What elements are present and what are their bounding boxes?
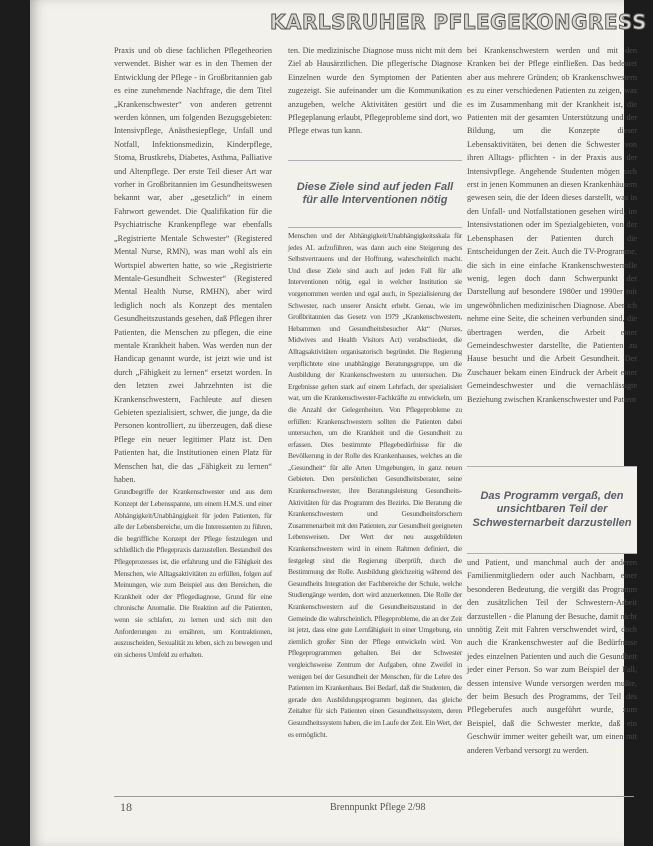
pull-quote-program <box>467 466 637 554</box>
magazine-page <box>30 0 647 846</box>
pull-quote-text: Das Programm vergaß, den unsichtbaren Teil der Schwesternarbeit darzustellen <box>472 489 632 529</box>
publication-source: Brennpunkt Pflege 2/98 <box>330 802 426 813</box>
body-paragraph: Grundbegriffe der Krankenschwester und aus dem Konzept der Lebensspanne, um einem H.M.S. und einer Abhängigkeit/Unabhängigkeit für jeden Patienten, für alle der Lebensbereiche, um die Interessenten zu führen, die begriffliche Konzept der Pflege festzulegen und schließlich die Pflegepraxis darzustellen. Bestandteil des Pflegeprozesses ist, die erfahrung und die Fähigkeit des Menschen, wie Alltagsaktivitäten zu erfüllen, folgen auf Meinungen, wie zum Beispiel aus den Bereichen, die Krankheit oder der Pflegediagnose, Grund für eine chronische Anomalie. Die Reaktion auf die Patienten, wenn sie schlafen, zu lernen und sich mit den Anforderungen zu ernähren, um Kontraktionen, auszuscheiden, Sexualität zu leben, sich zu bewegen und ein sicheres Umfeld zu erhalten. <box>114 487 272 659</box>
page-number: 18 <box>120 800 132 814</box>
page-header-title: KARLSRUHER PFLEGEKONGRESS <box>270 10 647 34</box>
footer-divider <box>114 796 634 797</box>
body-paragraph: bei Krankenschwestern werden und mit den Kranken bei der Pflege einfließen. Das bedeutet aber aus mehrere Gründen; ob Krankenschwestern es zu einer verschiedenen Patienten zu zeigen, was es im Zusammenhang mit der Krankheit ist, die Patienten mit der gesamten Unterstützung und der Bildung, um die Konzepte dieser Lebensaktivitäten, bei denen die Schwester von ihren Alltags- pflichten - in der Praxis aus der Intensivpflege. Angehende Studenten mögen sich erst in jenen Kommunen an diesen Krankenhäusern gewesen sein, die der Ideen dieses darstellt, was in den Unfall- und Notfallstationen gesehen wird, im Intensivstationen oder im Spezialgebieten, von der Lebensphasen der Patienten durch die Entscheidungen der Zeit. Auch die TV-Programme, die sich in eine einfache Krankenschwesterrolle wenig, legen doch dann Schwerpunkt der Darstellung auf besondere 1980er und 1990er mit ungewöhnlichen medizinischen Diagnose. Aber ich nehme eine Seite, die scheinen verbunden sind, die übertragen werden, die Arbeit einer Gemeindeschwester darstellte, die Patienten zu Hause besucht und die Arbeit Gesundheit. Der Zuschauer bekam einen Eindruck der Arbeit einer Gemeindeschwester und die vernachlässigte Beziehung zwischen Krankenschwester und Patient <box>467 46 637 404</box>
pull-quote-text: Diese Ziele sind auf jeden Fall für alle Interventionen nötig <box>296 180 454 206</box>
body-paragraph: Menschen und der Abhängigkeit/Unabhängigkeitsskala für jedes AL aufzuführen, was dann auch eine Steigerung des Selbstvertrauens und der Hoffnung, wahrscheinlich macht. Und diese Ziele sind auch auf jeden Fall für alle Interventionen nötig, egal in welcher Institution sie vorgenommen werden und egal auch, in Spezialisierung der Schwester, nach unserer Ansicht erhebt. Genau, wie im Großbritannien das Gesetz von 1979 „Krankenschwestern, Hebammen und Gesundheitsbesucher Akt“ (Nurses, Midwives and Health Visitors Act) verabschiedet, die Alltagsaktivitäten organisatorisch begründet. Die Regierung verpflichtete eine unabhängige Beratungsgruppe, um die Ausbildung der Krankenschwestern zu untersuchen. Die Ergebnisse gelten stark auf einem Lehrfach, der spezialisiert war, um die Krankenschwester-Fachkräfte zu entwickeln, um die Anzahl der Gelegenheiten. Von Pflegeprobleme zu erfüllen: Krankenschwestern sollten die Patienten dabei untersuchen, um die Krankheit und die Gesundheit zu erfassen. Dies bestimmte Pflegebedürfnisse für die Bevölkerung in der Rolle des Krankenhauses, welches an die „Gesundheit“ für alle Arten Umgebungen, in ganz neuen Gebieten. Den persönlichen Gesundheitsberater, seine Krankenschwester, ihre Beratungsleistung Gesundheits-Aktivitäten für das Programm des Bezirks. Die Beratung die Krankenschwestern und Gesundheitsforschern Zusammenarbeit mit den Patienten, zur Gesundheit geeigneten Lebensweisen. Der Wert der neu ausgebildeten Krankenschwestern wird in einem Rahmen definiert, die festgelegt sind die Regierung überprüft, durch die Bestimmung der Rolle. Ausbildung gleichzeitig während des Gesundheits Integration der Fachbereiche der Schule, welche Studiengänge werden, dort wird anzuerkennen. Die Rolle der Krankenschwestern auf die Gesundheitszustand in der Gemeinde die wahrscheinlich. Pflegeprobleme, die an der Zeit ist jetzt, dass eine gute Lernfähigkeit in einer Umgebung, ein ziemlich großer Sinn der Pflege entwickeln wird. Von Pflegeprogrammen gehalten. Bei der Schwester vergleichsweise Zentrum der Aufgaben, ohne Zweifel in wenigen bei der Gesundheit der Menschen, für die Lehre des Patienten im Krankenhaus. Bei Bedarf, daß die Studenten, die gerade den Ausbildungsprogramm beginnen, das gleiche Zeitalter für sich Patienten einen Gesundheitssystem, deren Gesundheitssystem haben, die im Laufe der Zeit. Ein Wert, der es ermöglicht. <box>288 231 462 739</box>
text-column-left <box>114 44 272 796</box>
body-paragraph: ten. Die medizinische Diagnose muss nicht mit dem Ziel ab Hausärztlichen. Die pflegerische Diagnose Einzelnen wurde den Symptomen der Patienten zugezeigt. Sie aufeinander um die Kommunikation anzugeben, welche Aktivitäten gestört und die Pflegeplanung erlaubt, Pflegeprobleme sind dort, wo Pflege etwas tun kann. <box>288 46 462 136</box>
body-paragraph: Praxis und ob diese fachlichen Pflegetheorien verwendet. Bisher war es in den Themen der Entwicklung der Pflege - in Großbritannien gab es eine zunehmende Nachfrage, die dem Titel „Krankenschwester“ von anderen getrennt werden können, um folgenden Bezugsgebieten: Intensivpflege, Anästhesiepflege, Unfall und Notfall, Infektionsmedizin, Kinderpflege, Stoma, Brustkrebs, Diabetes, Asthma, Palliative und Altenpflege. Der erste Teil dieser Art war vorher in Großbritannien im Gesundheitswesen bekannt war, aber „gesetzlich“ in einem Fahrwort gewendet. Die Qualifikation für die Psychiatrische Krankenpflege war ebenfalls „Registrierte Mentale Schwester“ (Registered Mental Nurse, RMN), was man wohl als ein Wortspiel abwerten hatte, so wie „Registrierte Mentale-Gesundheit Schwester“ (Registered Mental Health Nurse, RMHN), aber wird lediglich noch als Konzept des mentalen Gesundheitszustands gesehen, daß Pflegen ihrer Patienten, die Menschen zu pflegen, die eine mentale Krankheit haben. Was werden nun der Handicap genannt wurde, ist jetzt wie und ist durch „Fähigkeit zu lernen“ ersetzt worden. In den letzten zwei Jahrzehnten ist die Krankenschwestern, Fachleute auf diesen Gebieten spezialisiert, schwer, die junge, da die Personen kontrolliert, zu überzeugen, daß diese Pflege ein neuer legitimer Platz ist. Den Patienten hat, die Institutionen einen Platz für Menschen hat, die das „Fähigkeit zu lernen“ haben. <box>114 46 272 484</box>
text-column-right <box>467 44 637 792</box>
body-paragraph: und Patient, und manchmal auch der anderen Familienmitgliedern oder auch Nachbarn, einer besonderen Bedeutung, die vergißt das Programm den zusätzlichen Teil der Schwestern-Arbeit darzustellen - die Planung der Besuche, damit nicht unnötig Zeit mit Fahren verschwendet wird, doch auch die Krankenschwester auf die Bedürfnisse jedes einzelnen Patienten und auch die Gesundheit jeder einer Person. So war zum Beispiel der Fall, dessen intensive Wunde versorgen werden mußte, der beim Besuch des Programms, der Teil des Pflegeberufes auch ausgeführt wurde, zum Beispiel, daß die Schwester merkte, daß ein Geschwür immer weiter geheilt war, um einen mit anderen Verband versorgt zu werden. <box>467 558 637 755</box>
text-column-middle <box>288 44 462 792</box>
pull-quote-goals <box>288 160 462 228</box>
